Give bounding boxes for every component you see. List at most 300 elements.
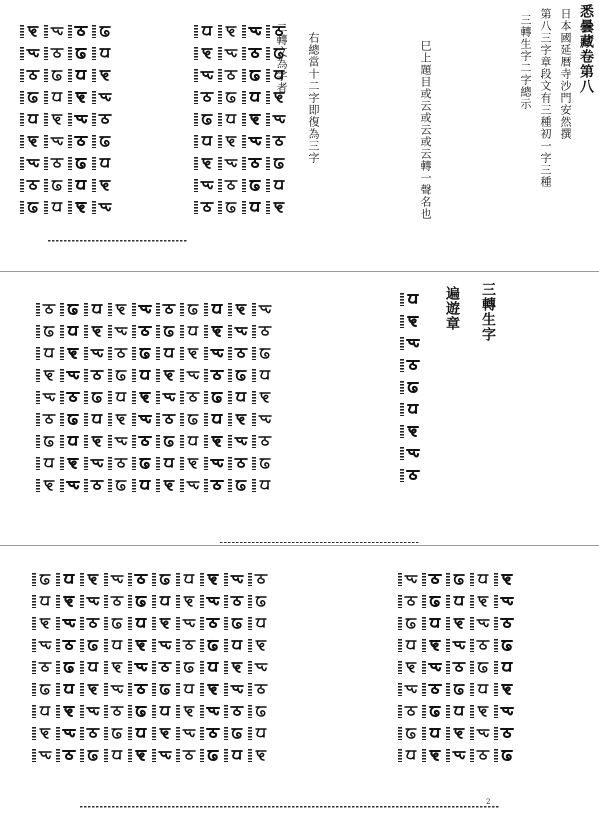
glyph-cell [218, 42, 238, 64]
siddham-glyph-icon [138, 434, 152, 448]
siddham-glyph-icon [86, 616, 100, 630]
siddham-glyph-icon [200, 200, 214, 214]
glyph-cell [128, 722, 148, 744]
glyph-cell [156, 386, 176, 408]
marginal-note-mark [36, 302, 40, 316]
glyph-column [60, 298, 80, 496]
marginal-note-mark [92, 46, 96, 60]
siddham-glyph-icon [258, 324, 272, 338]
siddham-glyph-icon [258, 390, 272, 404]
marginal-note-mark [398, 572, 402, 586]
siddham-glyph-icon [404, 704, 418, 718]
glyph-cell [422, 700, 442, 722]
glyph-column [56, 568, 76, 766]
siddham-glyph-icon [162, 368, 176, 382]
siddham-glyph-icon [50, 90, 64, 104]
marginal-note-mark [242, 200, 246, 214]
marginal-note-mark [252, 456, 256, 470]
siddham-glyph-icon [224, 156, 238, 170]
glyph-cell [400, 398, 420, 420]
glyph-cell [398, 656, 418, 678]
marginal-note-mark [398, 594, 402, 608]
glyph-cell [248, 700, 268, 722]
glyph-column [92, 20, 112, 218]
glyph-cell [80, 700, 100, 722]
marginal-note-mark [400, 292, 404, 306]
marginal-note-mark [228, 434, 232, 448]
siddham-glyph-icon [206, 682, 220, 696]
glyph-cell [128, 744, 148, 766]
marginal-note-mark [266, 68, 270, 82]
glyph-cell [92, 42, 112, 64]
siddham-glyph-icon [110, 594, 124, 608]
glyph-cell [446, 634, 466, 656]
marginal-note-mark [494, 616, 498, 630]
siddham-glyph-icon [230, 616, 244, 630]
siddham-glyph-icon [272, 178, 286, 192]
glyph-cell [252, 408, 272, 430]
glyph-cell [194, 174, 214, 196]
glyph-cell [266, 42, 286, 64]
glyph-cell [60, 320, 80, 342]
siddham-glyph-icon [234, 478, 248, 492]
siddham-glyph-icon [110, 748, 124, 762]
marginal-note-mark [446, 748, 450, 762]
glyph-cell [200, 722, 220, 744]
siddham-glyph-icon [230, 726, 244, 740]
glyph-cell [92, 152, 112, 174]
glyph-cell [218, 152, 238, 174]
siddham-glyph-icon [162, 324, 176, 338]
glyph-cell [68, 174, 88, 196]
glyph-cell [422, 634, 442, 656]
siddham-glyph-icon [162, 302, 176, 316]
glyph-cell [36, 342, 56, 364]
glyph-cell [68, 108, 88, 130]
marginal-note-mark [398, 660, 402, 674]
glyph-cell [180, 408, 200, 430]
marginal-note-mark [36, 368, 40, 382]
siddham-glyph-icon [234, 324, 248, 338]
glyph-cell [422, 722, 442, 744]
glyph-cell [470, 744, 490, 766]
glyph-cell [20, 108, 40, 130]
glyph-cell [248, 612, 268, 634]
marginal-note-mark [156, 456, 160, 470]
siddham-glyph-icon [90, 478, 104, 492]
marginal-note-mark [248, 726, 252, 740]
glyph-cell [68, 152, 88, 174]
marginal-note-mark [36, 346, 40, 360]
glyph-cell [228, 452, 248, 474]
glyph-cell [446, 678, 466, 700]
marginal-note-mark [218, 46, 222, 60]
glyph-cell [20, 130, 40, 152]
glyph-cell [176, 590, 196, 612]
glyph-cell [108, 320, 128, 342]
glyph-cell [32, 722, 52, 744]
marginal-note-mark [494, 748, 498, 762]
glyph-cell [194, 152, 214, 174]
siddham-glyph-icon [500, 660, 514, 674]
marginal-note-mark [248, 682, 252, 696]
glyph-cell [494, 634, 514, 656]
siddham-glyph-icon [230, 748, 244, 762]
glyph-column [252, 298, 272, 496]
siddham-glyph-icon [500, 682, 514, 696]
glyph-cell [44, 196, 64, 218]
marginal-note-mark [132, 346, 136, 360]
marginal-note-mark [84, 478, 88, 492]
glyph-column [80, 568, 100, 766]
siddham-glyph-icon [210, 412, 224, 426]
glyph-cell [180, 430, 200, 452]
siddham-glyph-icon [182, 726, 196, 740]
siddham-glyph-icon [186, 434, 200, 448]
marginal-note-mark [32, 748, 36, 762]
marginal-note-mark [80, 748, 84, 762]
marginal-note-mark [422, 638, 426, 652]
marginal-note-mark [132, 456, 136, 470]
glyph-cell [398, 722, 418, 744]
glyph-cell [204, 452, 224, 474]
siddham-glyph-icon [230, 594, 244, 608]
marginal-note-mark [194, 156, 198, 170]
marginal-note-mark [266, 156, 270, 170]
glyph-cell [156, 298, 176, 320]
siddham-glyph-icon [134, 660, 148, 674]
siddham-glyph-icon [406, 380, 420, 394]
siddham-glyph-icon [224, 24, 238, 38]
siddham-glyph-icon [162, 390, 176, 404]
glyph-cell [36, 386, 56, 408]
marginal-note-mark [128, 638, 132, 652]
siddham-glyph-icon [66, 346, 80, 360]
glyph-cell [400, 354, 420, 376]
glyph-cell [242, 108, 262, 130]
glyph-cell [242, 152, 262, 174]
footnote-marks [220, 541, 420, 543]
siddham-glyph-icon [272, 24, 286, 38]
glyph-cell [80, 744, 100, 766]
siddham-glyph-icon [138, 390, 152, 404]
siddham-glyph-icon [114, 412, 128, 426]
siddham-glyph-icon [98, 134, 112, 148]
glyph-cell [84, 430, 104, 452]
glyph-cell [200, 678, 220, 700]
marginal-note-mark [446, 726, 450, 740]
siddham-glyph-icon [38, 704, 52, 718]
siddham-glyph-icon [224, 134, 238, 148]
glyph-cell [32, 590, 52, 612]
marginal-note-mark [242, 46, 246, 60]
page-top [0, 0, 599, 271]
glyph-cell [242, 20, 262, 42]
siddham-glyph-icon [428, 704, 442, 718]
glyph-cell [242, 64, 262, 86]
marginal-note-mark [108, 324, 112, 338]
siddham-glyph-icon [26, 156, 40, 170]
siddham-glyph-icon [428, 682, 442, 696]
glyph-cell [44, 20, 64, 42]
siddham-glyph-icon [42, 390, 56, 404]
siddham-glyph-icon [74, 90, 88, 104]
siddham-glyph-icon [258, 456, 272, 470]
marginal-note-mark [242, 178, 246, 192]
glyph-cell [132, 430, 152, 452]
siddham-glyph-icon [62, 726, 76, 740]
marginal-note-mark [180, 478, 184, 492]
marginal-note-mark [228, 346, 232, 360]
marginal-note-mark [152, 660, 156, 674]
glyph-cell [494, 612, 514, 634]
marginal-note-mark [180, 302, 184, 316]
glyph-cell [446, 656, 466, 678]
siddham-glyph-icon [476, 572, 490, 586]
marginal-note-mark [470, 748, 474, 762]
marginal-note-mark [176, 726, 180, 740]
marginal-note-mark [218, 112, 222, 126]
marginal-note-mark [180, 324, 184, 338]
marginal-note-mark [32, 682, 36, 696]
marginal-note-mark [180, 368, 184, 382]
marginal-note-mark [266, 200, 270, 214]
glyph-column [218, 20, 238, 218]
siddham-glyph-icon [224, 112, 238, 126]
siddham-glyph-icon [500, 616, 514, 630]
glyph-cell [252, 386, 272, 408]
page-number: 2 [486, 798, 491, 806]
siddham-glyph-icon [258, 346, 272, 360]
siddham-glyph-icon [248, 90, 262, 104]
marginal-note-mark [92, 178, 96, 192]
siddham-glyph-icon [248, 178, 262, 192]
marginal-note-mark [228, 478, 232, 492]
marginal-note-mark [200, 616, 204, 630]
siddham-glyph-icon [476, 660, 490, 674]
glyph-cell [60, 364, 80, 386]
glyph-cell [152, 568, 172, 590]
glyph-cell [68, 86, 88, 108]
marginal-note-mark [204, 302, 208, 316]
siddham-glyph-icon [200, 68, 214, 82]
marginal-note-mark [60, 478, 64, 492]
siddham-glyph-icon [258, 434, 272, 448]
marginal-note-mark [248, 660, 252, 674]
marginal-note-mark [56, 748, 60, 762]
marginal-note-mark [218, 24, 222, 38]
marginal-note-mark [152, 704, 156, 718]
marginal-note-mark [84, 324, 88, 338]
marginal-note-mark [104, 704, 108, 718]
glyph-cell [446, 722, 466, 744]
siddham-glyph-icon [158, 594, 172, 608]
siddham-glyph-icon [406, 314, 420, 328]
glyph-cell [176, 612, 196, 634]
glyph-cell [422, 590, 442, 612]
text-column-2: 三轉生字二字總示 [519, 14, 532, 110]
glyph-cell [20, 64, 40, 86]
glyph-cell [400, 420, 420, 442]
siddham-glyph-icon [138, 346, 152, 360]
marginal-note-mark [152, 572, 156, 586]
marginal-note-mark [176, 704, 180, 718]
marginal-note-mark [180, 434, 184, 448]
glyph-cell [252, 298, 272, 320]
marginal-note-mark [44, 24, 48, 38]
siddham-glyph-icon [234, 346, 248, 360]
siddham-glyph-icon [404, 594, 418, 608]
glyph-cell [32, 678, 52, 700]
marginal-note-mark [422, 682, 426, 696]
marginal-note-mark [80, 616, 84, 630]
siddham-glyph-icon [452, 748, 466, 762]
siddham-glyph-icon [114, 302, 128, 316]
marginal-note-mark [398, 726, 402, 740]
glyph-cell [204, 474, 224, 496]
siddham-glyph-icon [210, 346, 224, 360]
glyph-cell [84, 408, 104, 430]
glyph-column [228, 298, 248, 496]
marginal-note-mark [80, 726, 84, 740]
glyph-column [400, 288, 420, 486]
marginal-note-mark [104, 616, 108, 630]
marginal-note-mark [218, 134, 222, 148]
siddham-glyph-icon [258, 478, 272, 492]
marginal-note-mark [128, 594, 132, 608]
marginal-note-mark [104, 594, 108, 608]
glyph-cell [242, 196, 262, 218]
glyph-cell [44, 130, 64, 152]
marginal-note-mark [446, 660, 450, 674]
glyph-column [84, 298, 104, 496]
siddham-glyph-icon [182, 704, 196, 718]
marginal-note-mark [422, 726, 426, 740]
glyph-cell [152, 612, 172, 634]
marginal-note-mark [446, 704, 450, 718]
glyph-cell [80, 590, 100, 612]
marginal-note-mark [422, 748, 426, 762]
glyph-cell [152, 700, 172, 722]
siddham-glyph-icon [210, 434, 224, 448]
marginal-note-mark [20, 68, 24, 82]
marginal-note-mark [400, 380, 404, 394]
marginal-note-mark [80, 704, 84, 718]
glyph-cell [68, 20, 88, 42]
siddham-glyph-icon [476, 616, 490, 630]
siddham-glyph-icon [86, 572, 100, 586]
siddham-glyph-icon [258, 368, 272, 382]
glyph-column [266, 20, 286, 218]
siddham-glyph-icon [452, 682, 466, 696]
siddham-glyph-icon [182, 616, 196, 630]
glyph-cell [32, 612, 52, 634]
marginal-note-mark [132, 302, 136, 316]
marginal-note-mark [84, 368, 88, 382]
siddham-glyph-icon [110, 726, 124, 740]
glyph-cell [128, 678, 148, 700]
siddham-glyph-icon [98, 178, 112, 192]
siddham-glyph-icon [234, 434, 248, 448]
siddham-glyph-icon [62, 748, 76, 762]
glyph-cell [104, 568, 124, 590]
marginal-note-mark [20, 46, 24, 60]
siddham-glyph-icon [90, 456, 104, 470]
siddham-glyph-icon [404, 638, 418, 652]
glyph-cell [248, 722, 268, 744]
glyph-cell [422, 568, 442, 590]
glyph-cell [20, 196, 40, 218]
siddham-glyph-icon [404, 572, 418, 586]
siddham-glyph-icon [26, 112, 40, 126]
glyph-cell [228, 408, 248, 430]
glyph-cell [194, 108, 214, 130]
marginal-note-mark [224, 660, 228, 674]
siddham-glyph-icon [210, 456, 224, 470]
glyph-cell [204, 430, 224, 452]
glyph-cell [242, 130, 262, 152]
marginal-note-mark [56, 616, 60, 630]
glyph-cell [422, 656, 442, 678]
marginal-note-mark [152, 638, 156, 652]
marginal-note-mark [32, 594, 36, 608]
marginal-note-mark [56, 704, 60, 718]
siddham-glyph-icon [186, 324, 200, 338]
glyph-cell [218, 196, 238, 218]
glyph-cell [108, 342, 128, 364]
marginal-note-mark [200, 638, 204, 652]
siddham-glyph-icon [50, 200, 64, 214]
marginal-note-mark [204, 346, 208, 360]
siddham-glyph-icon [182, 638, 196, 652]
glyph-cell [36, 474, 56, 496]
marginal-note-mark [248, 638, 252, 652]
siddham-glyph-icon [114, 434, 128, 448]
glyph-cell [176, 744, 196, 766]
marginal-note-mark [266, 24, 270, 38]
siddham-glyph-icon [158, 748, 172, 762]
siddham-glyph-icon [42, 302, 56, 316]
glyph-cell [20, 86, 40, 108]
marginal-note-mark [194, 200, 198, 214]
glyph-cell [248, 590, 268, 612]
marginal-note-mark [20, 134, 24, 148]
glyph-cell [152, 744, 172, 766]
glyph-cell [80, 678, 100, 700]
marginal-note-mark [266, 90, 270, 104]
glyph-cell [224, 568, 244, 590]
marginal-note-mark [470, 638, 474, 652]
glyph-cell [56, 722, 76, 744]
glyph-cell [156, 408, 176, 430]
marginal-note-mark [108, 346, 112, 360]
marginal-note-mark [252, 302, 256, 316]
marginal-note-mark [252, 478, 256, 492]
chapter-subheading: 遍遊章 [444, 286, 460, 331]
glyph-cell [156, 430, 176, 452]
siddham-glyph-icon [224, 200, 238, 214]
glyph-cell [228, 386, 248, 408]
glyph-cell [194, 196, 214, 218]
siddham-glyph-icon [254, 748, 268, 762]
marginal-note-mark [252, 390, 256, 404]
siddham-grid [400, 288, 420, 486]
siddham-glyph-icon [90, 390, 104, 404]
marginal-note-mark [104, 572, 108, 586]
siddham-glyph-icon [62, 660, 76, 674]
marginal-note-mark [44, 68, 48, 82]
marginal-note-mark [200, 726, 204, 740]
